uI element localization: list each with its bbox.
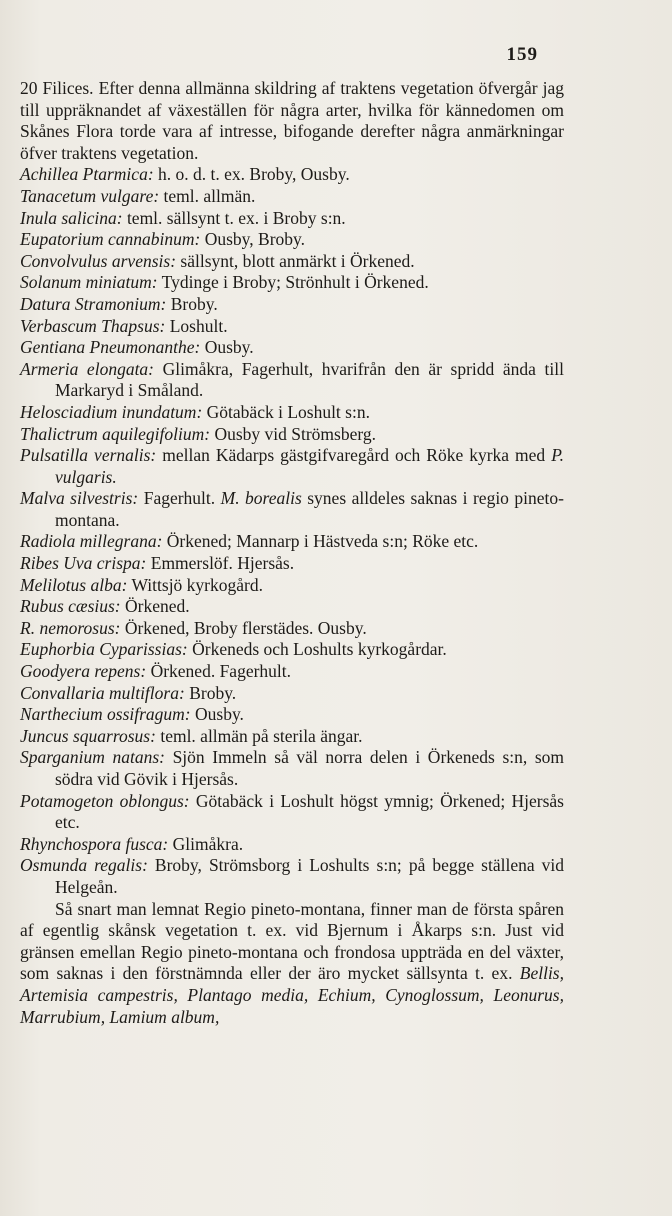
species-entry [20, 251, 564, 273]
species-name: Narthecium ossifragum: [20, 704, 191, 725]
species-entry [20, 834, 564, 856]
species-name: Gentiana Pneumonanthe: [20, 337, 201, 358]
species-name: Rubus cæsius: [20, 596, 121, 617]
species-list [20, 164, 564, 898]
species-locality: Örkened, Broby flerstädes. Ousby. [120, 617, 367, 638]
species-entry [20, 316, 564, 338]
species-entry [20, 229, 564, 251]
species-name: Osmunda regalis: [20, 855, 148, 876]
species-locality: Glimåkra. [168, 833, 244, 854]
species-locality: Sjön Immeln så väl norra delen i Örkeneds s:n, som södra vid Gövik i Hjersås. [55, 747, 564, 789]
species-name: Sparganium natans: [20, 747, 165, 768]
closing-text: Så snart man lemnat Regio pineto-montana, finner man de första spåren af egentlig skånsk vegetation t. ex. vid Bjernum i Åkarps s:n. Just vid gränsen emellan Regio pineto-montana och frondosa uppträda en del växter, som saknas i den förstnämnda eller der äro mycket sällsynta t. ex. [20, 898, 564, 984]
species-locality: Örkeneds och Loshults kyrkogårdar. [187, 639, 447, 660]
species-name: Pulsatilla vernalis: [20, 445, 157, 466]
species-entry [20, 618, 564, 640]
species-entry [20, 747, 564, 790]
species-name: Armeria elongata: [20, 358, 155, 379]
species-locality: Örkened; Mannarp i Hästveda s:n; Röke etc. [162, 531, 479, 552]
species-locality: mellan Kädarps gästgifvaregård och Röke kyrka med [156, 445, 552, 466]
species-name: Eupatorium cannabinum: [20, 229, 201, 250]
species-locality: sällsynt, blott anmärkt i Örkened. [176, 250, 415, 271]
closing-species: Bellis, Artemisia campestris, Plantago media, Echium, Cynoglossum, Leonurus, Marrubium, Lamium album, [20, 963, 564, 1027]
species-name: Solanum miniatum: [20, 272, 158, 293]
species-name: Potamogeton oblongus: [20, 790, 190, 811]
species-locality: Götabäck i Loshult högst ymnig; Örkened; Hjersås etc. [55, 790, 564, 833]
species-entry [20, 704, 564, 726]
species-entry [20, 424, 564, 446]
species-entry [20, 488, 564, 531]
species-name: Goodyera repens: [20, 661, 147, 682]
intro-paragraph: 20 Filices. Efter denna allmänna skildring af traktens vegetation öfvergår jag till uppräknandet af växeställen för några arter, hvilka för kännedomen om Skånes Flora torde vara af intresse, bifogande derefter några anmärkningar öfver traktens vegetation. [20, 78, 564, 163]
species-locality: Emmerslöf. Hjersås. [146, 553, 295, 574]
species-name: Verbascum Thapsus: [20, 315, 166, 336]
species-locality: Loshult. [165, 315, 228, 336]
species-name: Tanacetum vulgare: [20, 185, 160, 206]
species-locality: Wittsjö kyrkogård. [127, 574, 263, 595]
page-number: 159 [506, 44, 538, 65]
species-name: Convallaria multiflora: [20, 682, 185, 703]
species-locality: Broby, Strömsborg i Loshults s:n; på begge ställena vid Helgeån. [55, 855, 564, 897]
species-locality: teml. sällsynt t. ex. i Broby s:n. [122, 207, 346, 228]
species-name: Convolvulus arvensis: [20, 250, 177, 271]
species-entry [20, 661, 564, 683]
species-name: Euphorbia Cyparissias: [20, 639, 188, 660]
species-name: Helosciadium inundatum: [20, 401, 203, 422]
species-name: Achillea Ptarmica: [20, 164, 154, 185]
species-name: R. nemorosus: [20, 617, 121, 638]
species-entry [20, 639, 564, 661]
species-name: Datura Stramonium: [20, 293, 167, 314]
species-locality: h. o. d. t. ex. Broby, Ousby. [153, 164, 350, 185]
species-locality-secondary: synes alldeles saknas i regio pineto-montana. [55, 488, 564, 530]
species-entry [20, 445, 564, 488]
species-entry [20, 186, 564, 208]
species-entry [20, 208, 564, 230]
species-entry [20, 596, 564, 618]
species-name-secondary: M. borealis [220, 488, 302, 509]
species-name: Inula salicina: [20, 207, 123, 228]
species-locality: Tydinge i Broby; Strönhult i Örkened. [157, 272, 429, 293]
species-locality: Broby. [184, 682, 237, 703]
species-locality: Ousby. [200, 337, 254, 358]
species-entry [20, 726, 564, 748]
species-name: Radiola millegrana: [20, 531, 163, 552]
species-locality: Broby. [166, 293, 218, 314]
species-entry [20, 164, 564, 186]
species-entry [20, 294, 564, 316]
species-entry [20, 575, 564, 597]
species-name: Melilotus alba: [20, 574, 128, 595]
species-entry [20, 337, 564, 359]
species-locality: Ousby, Broby. [200, 229, 306, 250]
species-name: Juncus squarrosus: [20, 725, 156, 746]
species-entry [20, 553, 564, 575]
species-name: Ribes Uva crispa: [20, 553, 147, 574]
species-name: Rhynchospora fusca: [20, 833, 169, 854]
species-locality: Fagerhult. [138, 488, 221, 509]
closing-paragraph [20, 899, 564, 1029]
species-locality: teml. allmän på sterila ängar. [155, 725, 363, 746]
species-locality: Ousby vid Strömsberg. [210, 423, 377, 444]
species-entry [20, 359, 564, 402]
species-locality: Örkened. Fagerhult. [146, 661, 292, 682]
species-entry [20, 855, 564, 898]
species-locality: Ousby. [190, 704, 244, 725]
species-locality: Örkened. [120, 596, 190, 617]
species-entry [20, 272, 564, 294]
species-locality: Glimåkra, Fagerhult, hvarifrån den är spridd ända till Markaryd i Småland. [55, 358, 564, 401]
species-name: Malva silvestris: [20, 488, 139, 509]
species-entry [20, 402, 564, 424]
species-entry [20, 531, 564, 553]
species-name-secondary: P. vulgaris. [55, 445, 564, 487]
species-entry [20, 791, 564, 834]
species-name: Thalictrum aquilegifolium: [20, 423, 211, 444]
species-entry [20, 683, 564, 705]
species-locality: teml. allmän. [159, 185, 256, 206]
species-locality: Götabäck i Loshult s:n. [202, 401, 370, 422]
